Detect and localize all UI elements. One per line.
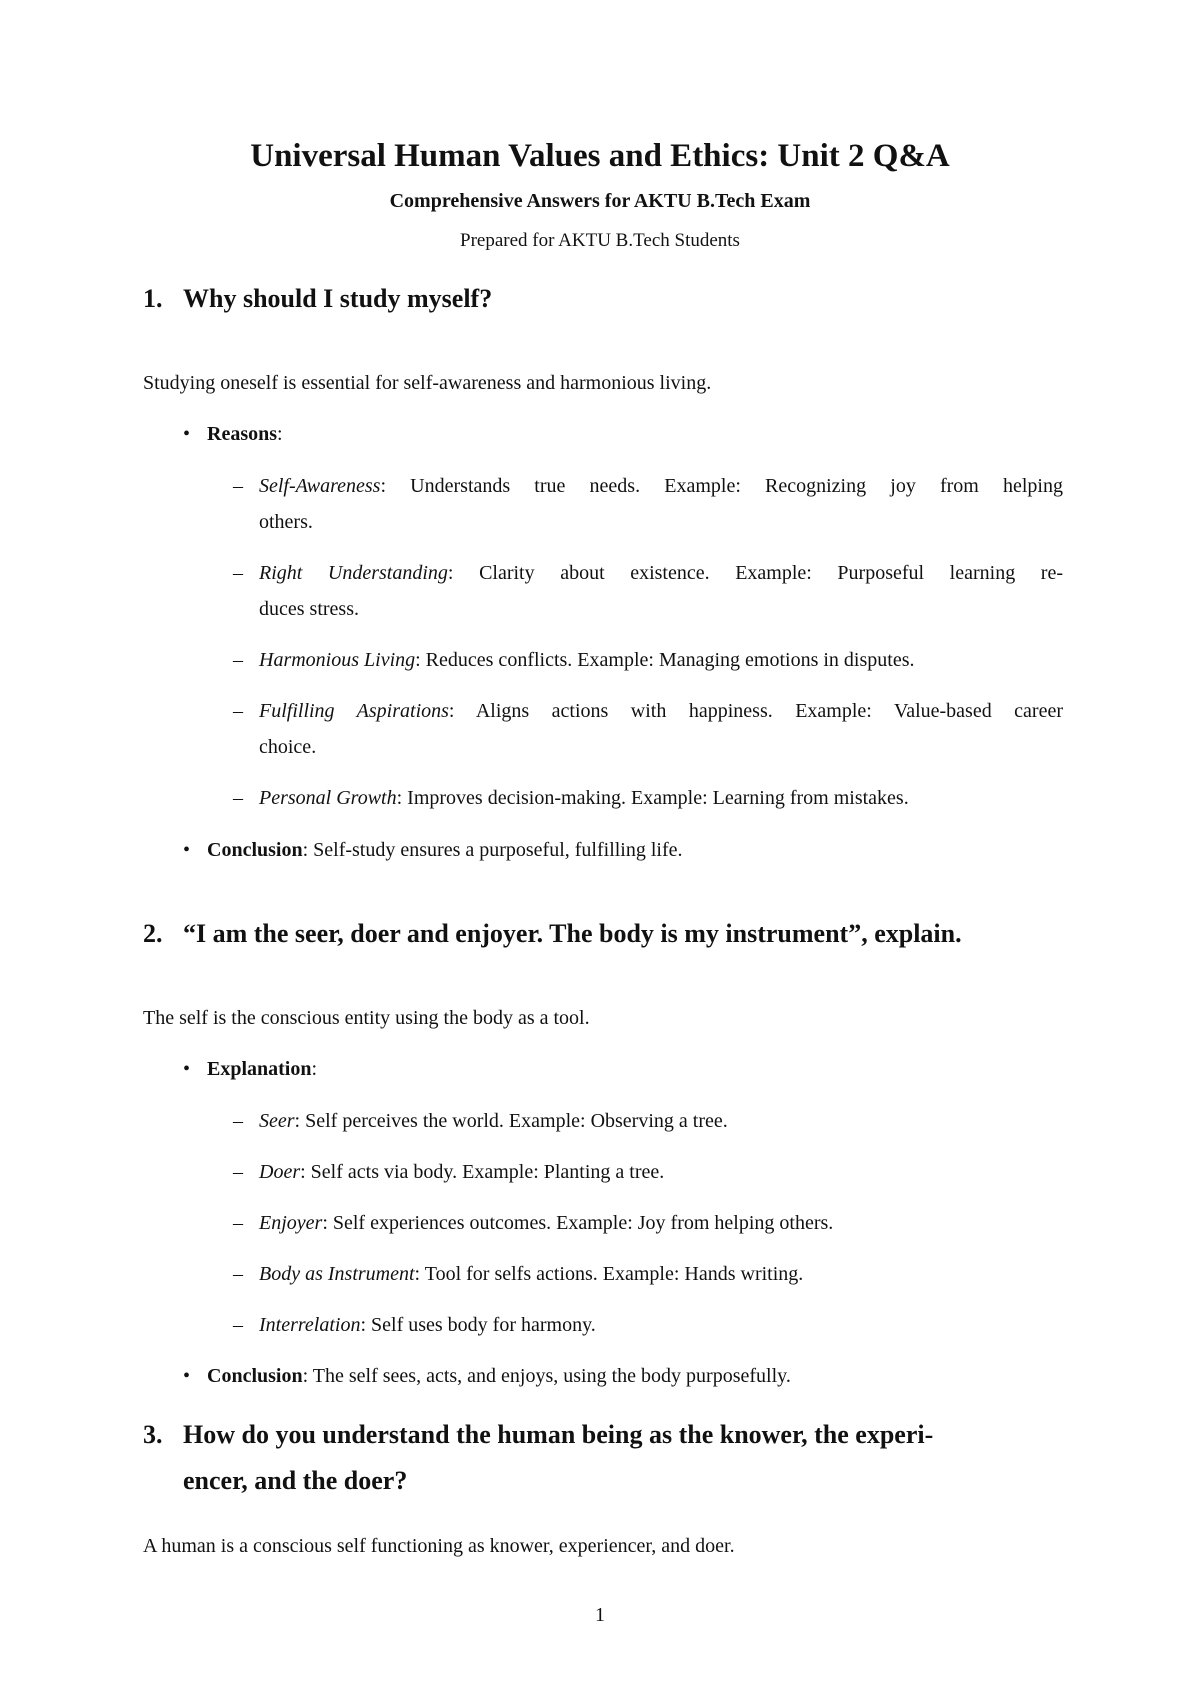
- item-text-continued: duces stress.: [259, 598, 359, 620]
- item-text: : Aligns actions with happiness. Example: Value-based career: [448, 700, 1064, 722]
- section-title-line-1: How do you understand the human being as the knower, the experi-: [183, 1420, 934, 1449]
- section-3-intro: A human is a conscious self functioning as knower, experiencer, and doer.: [143, 1535, 735, 1557]
- item-term: Doer: [259, 1161, 301, 1183]
- dash-icon: –: [233, 1314, 243, 1336]
- dash-icon: –: [233, 649, 243, 671]
- bullet-colon: :: [311, 1058, 318, 1080]
- dash-icon: –: [233, 1263, 243, 1285]
- item-term: Harmonious Living: [259, 649, 416, 671]
- bullet-colon: :: [277, 423, 283, 445]
- section-3-heading: [143, 1412, 933, 1504]
- item-term: Right Understanding: [259, 562, 448, 584]
- bullet-label: Explanation: [207, 1058, 312, 1080]
- bullet-label: Conclusion: [207, 1365, 303, 1387]
- bullet-text: : Self-study ensures a purposeful, fulfilling life.: [302, 839, 683, 861]
- dash-icon: –: [233, 1212, 243, 1234]
- item-term: Seer: [259, 1110, 295, 1132]
- item-text: : Understands true needs. Example: Recognizing joy from helping: [380, 475, 1063, 497]
- item-text-continued: choice.: [259, 736, 317, 758]
- section-title: Why should I study myself?: [183, 284, 493, 313]
- document-author: Prepared for AKTU B.Tech Students: [460, 230, 740, 251]
- page-number: 1: [595, 1604, 605, 1626]
- bullet-icon: •: [183, 1365, 191, 1387]
- item-text: : Clarity about existence. Example: Purposeful learning re-: [447, 562, 1063, 584]
- section-2-heading: [143, 911, 962, 957]
- item-text: : Improves decision-making. Example: Learning from mistakes.: [396, 787, 909, 809]
- item-text: : Reduces conflicts. Example: Managing emotions in disputes.: [415, 649, 915, 671]
- dash-icon: –: [233, 700, 243, 722]
- section-number: 3.: [143, 1420, 163, 1449]
- bullet-label: Reasons: [207, 423, 278, 445]
- item-text-continued: others.: [259, 511, 313, 533]
- dash-icon: –: [233, 475, 243, 497]
- bullet-icon: •: [183, 1058, 191, 1080]
- item-term: Enjoyer: [259, 1212, 323, 1234]
- section-title: “I am the seer, doer and enjoyer. The body is my instrument”, explain.: [183, 919, 962, 948]
- section-1-heading: [143, 276, 492, 322]
- bullet-icon: •: [183, 423, 191, 445]
- item-text: : Self uses body for harmony.: [360, 1314, 596, 1336]
- bullet-text: : The self sees, acts, and enjoys, using the body purposefully.: [302, 1365, 791, 1387]
- item-term: Self-Awareness: [259, 475, 381, 497]
- document-title: Universal Human Values and Ethics: Unit 2 Q&A: [250, 138, 950, 174]
- dash-icon: –: [233, 562, 243, 584]
- dash-icon: –: [233, 1161, 243, 1183]
- document-subtitle: Comprehensive Answers for AKTU B.Tech Exam: [389, 190, 811, 212]
- section-title-line-2: encer, and the doer?: [183, 1466, 408, 1495]
- item-text: : Self acts via body. Example: Planting a tree.: [300, 1161, 665, 1183]
- item-term: Body as Instrument: [259, 1263, 415, 1285]
- section-2-intro: The self is the conscious entity using the body as a tool.: [143, 1007, 590, 1029]
- item-text: : Tool for selfs actions. Example: Hands writing.: [414, 1263, 804, 1285]
- item-text: : Self experiences outcomes. Example: Joy from helping others.: [322, 1212, 834, 1234]
- section-1-intro: Studying oneself is essential for self-awareness and harmonious living.: [143, 372, 712, 394]
- section-number: 2.: [143, 919, 163, 948]
- bullet-label: Conclusion: [207, 839, 303, 861]
- item-text: : Self perceives the world. Example: Observing a tree.: [294, 1110, 728, 1132]
- section-number: 1.: [143, 284, 163, 313]
- section-title: [183, 1412, 933, 1504]
- item-term: Interrelation: [259, 1314, 361, 1336]
- bullet-icon: •: [183, 839, 191, 861]
- dash-icon: –: [233, 1110, 243, 1132]
- dash-icon: –: [233, 787, 243, 809]
- item-term: Personal Growth: [259, 787, 397, 809]
- item-term: Fulfilling Aspirations: [259, 700, 449, 722]
